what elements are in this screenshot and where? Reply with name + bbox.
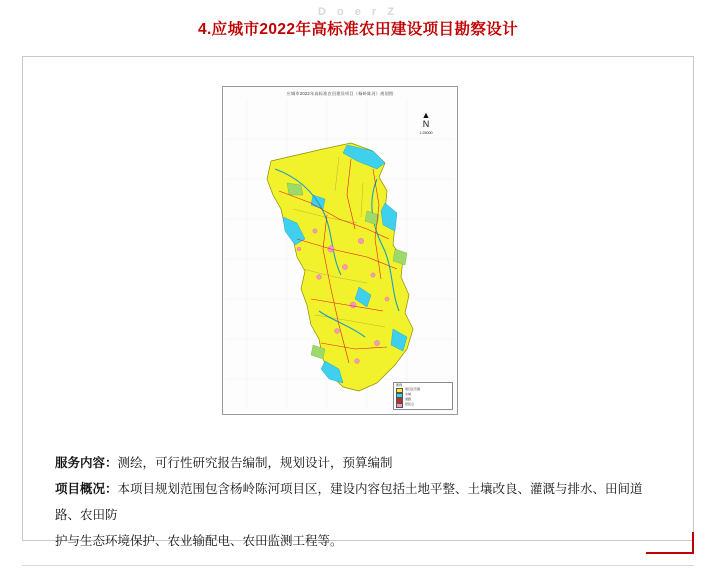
- service-label: 服务内容：: [55, 456, 118, 470]
- page-title: 4.应城市2022年高标准农田建设项目勘察设计: [197, 21, 519, 38]
- legend-item-label: 水域: [405, 392, 412, 397]
- legend-item-label: 项目区范围: [405, 387, 421, 392]
- service-text: 测绘，可行性研究报告编制，规划设计，预算编制: [117, 456, 393, 470]
- overview-text-1: 本项目规划范围包含杨岭陈河项目区，建设内容包括土地平整、土壤改良、灌溉与排水、田间道路、农田防: [55, 482, 643, 522]
- legend-title: 图例: [396, 383, 403, 387]
- overview-line-1: [55, 476, 665, 528]
- overview-label: 项目概况：: [55, 482, 118, 496]
- map-scale-text: 1:25000: [419, 131, 433, 135]
- legend-swatch-icon: [396, 403, 403, 408]
- overview-line-2: [55, 528, 665, 554]
- legend-item-label: 道路: [405, 397, 412, 402]
- overview-text-2: 护与生态环境保护、农业输配电、农田监测工程等。: [55, 534, 343, 548]
- north-arrow-icon: ▲: [421, 110, 431, 120]
- north-arrow: [409, 111, 443, 135]
- watermark-text: D o e r Z: [317, 6, 398, 18]
- map-caption: 应城市2022年高标准农田建设项目（杨岭陈河）规划图: [286, 91, 394, 96]
- map-graphic: [227, 99, 453, 410]
- service-line: [55, 450, 665, 476]
- description-block: [55, 450, 665, 554]
- map-figure: [222, 86, 458, 415]
- legend-item: [396, 403, 450, 408]
- bottom-divider: [22, 565, 694, 566]
- legend-item-label: 居民点: [405, 402, 415, 407]
- north-label: N: [422, 119, 430, 129]
- map-legend: [393, 382, 453, 410]
- corner-decoration: [646, 532, 694, 554]
